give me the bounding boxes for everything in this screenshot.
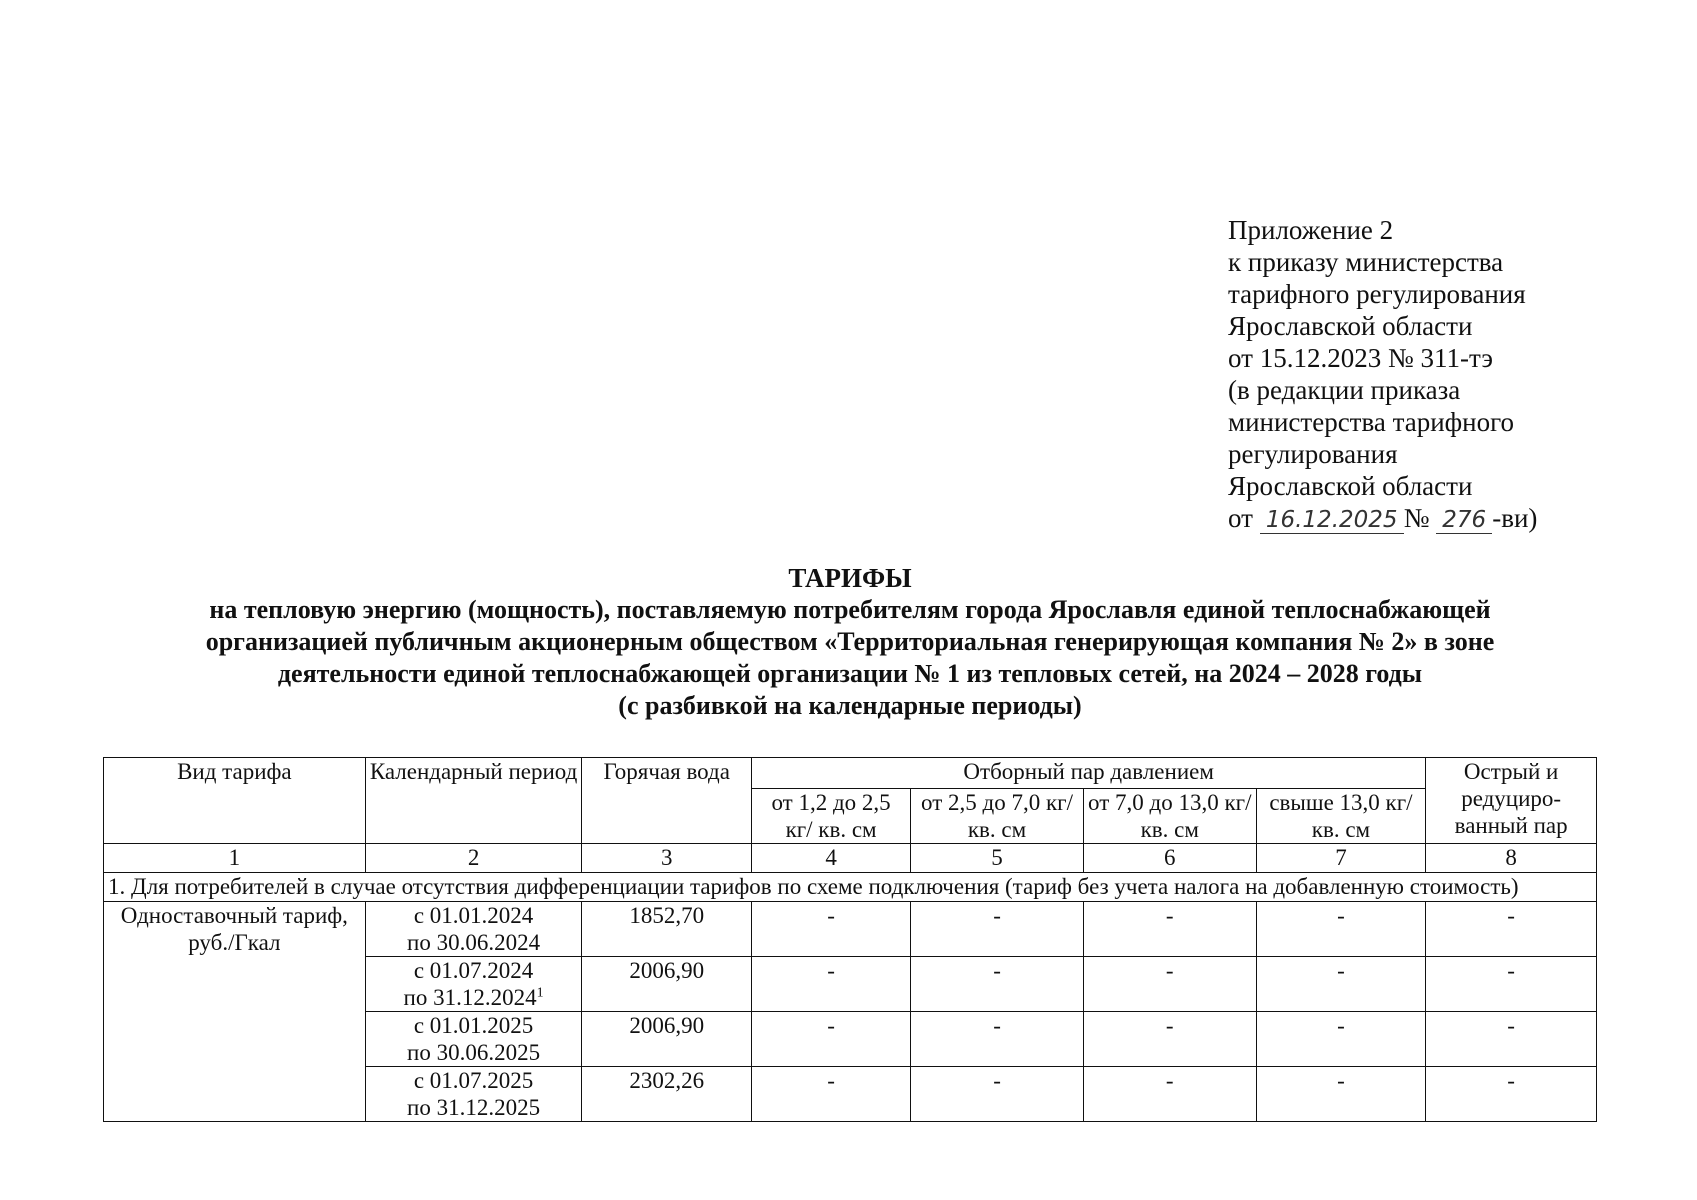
title-line: (с разбивкой на календарные периоды) [618,691,1082,720]
period-cell [365,1067,582,1122]
value-cell: - [1426,1067,1597,1122]
period-cell [365,1012,582,1067]
header-hot-water: Горячая вода [582,758,752,844]
column-number: 8 [1426,844,1597,873]
appendix-line: регулирования [1228,439,1398,469]
section-title: 1. Для потребителей в случае отсутствия дифференциации тарифов по схеме подключения (тариф без учета налога на добавленную стоимость) [104,873,1597,902]
value-cell: - [1426,902,1597,957]
hot-water-value: 2006,90 [582,957,752,1012]
value-cell: - [752,902,911,957]
period-from: с 01.07.2024 [413,958,534,983]
value-cell: - [1426,957,1597,1012]
column-number-row [104,844,1597,873]
appendix-line: к приказу министерства [1228,247,1504,277]
header-steam-3: от 7,0 до 13,0 кг/ кв. см [1083,789,1256,844]
tariff-name-cell: Одноставочный тариф, руб./Гкал [104,902,366,1122]
title-line: деятельности единой теплоснабжающей организации № 1 из тепловых сетей, на 2024 – 2028 годы [277,659,1423,688]
value-cell: - [1256,1012,1426,1067]
period-from: с 01.01.2024 [413,903,534,928]
period-cell [365,902,582,957]
header-steam-2: от 2,5 до 7,0 кг/ кв. см [911,789,1084,844]
period-to: по 31.12.2025 [407,1095,541,1120]
value-cell: - [1256,957,1426,1012]
period-from: с 01.01.2025 [413,1013,534,1038]
period-to: по 30.06.2024 [407,930,541,955]
column-number: 4 [752,844,911,873]
table-row [104,902,1597,957]
value-cell: - [1083,1067,1256,1122]
value-cell: - [1083,902,1256,957]
value-cell: - [911,902,1084,957]
appendix-line: (в редакции приказа [1228,375,1461,405]
period-cell [365,957,582,1012]
appendix-line: Ярославской области [1228,471,1473,501]
column-number: 5 [911,844,1084,873]
title-line: на тепловую энергию (мощность), поставляемую потребителям города Ярославля единой теплоснабжающей [209,595,1491,624]
value-cell: - [911,1067,1084,1122]
column-number: 7 [1256,844,1426,873]
value-cell: - [911,957,1084,1012]
appendix-line: тарифного регулирования [1228,279,1526,309]
header-period: Календарный период [365,758,582,844]
header-row [104,758,1597,789]
value-cell: - [752,1012,911,1067]
header-tariff-type: Вид тарифа [104,758,366,844]
value-cell: - [1256,1067,1426,1122]
header-steam-4: свыше 13,0 кг/ кв. см [1256,789,1426,844]
handwritten-date: 16.12.2025 [1260,507,1404,534]
handwritten-number: 276 [1436,507,1492,534]
value-cell: - [1256,902,1426,957]
tariffs-table [103,757,1597,1122]
appendix-line: министерства тарифного [1228,407,1515,437]
header-steam-group: Отборный пар давлением [752,758,1426,789]
title-line: организацией публичным акционерным обществом «Территориальная генерирующая компания № 2» в зоне [205,627,1495,656]
appendix-block [1228,214,1537,534]
period-to: по 30.06.2025 [407,1040,541,1065]
column-number: 6 [1083,844,1256,873]
appendix-line: от 15.12.2023 № 311-тэ [1228,343,1494,373]
column-number: 3 [582,844,752,873]
column-number: 1 [104,844,366,873]
header-sharp-steam: Острый и редуциро-ванный пар [1426,758,1597,844]
order-prefix: от [1228,503,1253,533]
value-cell: - [1426,1012,1597,1067]
value-cell: - [1083,1012,1256,1067]
column-number: 2 [365,844,582,873]
title-block [120,562,1580,722]
section-row [104,873,1597,902]
value-cell: - [911,1012,1084,1067]
footnote-mark: 1 [536,985,544,1001]
period-from: с 01.07.2025 [413,1068,534,1093]
hot-water-value: 1852,70 [582,902,752,957]
header-steam-1: от 1,2 до 2,5 кг/ кв. см [752,789,911,844]
value-cell: - [752,1067,911,1122]
hot-water-value: 2006,90 [582,1012,752,1067]
period-to: по 31.12.2024$^1$ [403,985,544,1010]
appendix-line: Приложение 2 [1228,215,1394,245]
document-title: ТАРИФЫ [788,563,912,593]
appendix-order-line [1228,502,1537,534]
hot-water-value: 2302,26 [582,1067,752,1122]
value-cell: - [752,957,911,1012]
appendix-line: Ярославской области [1228,311,1473,341]
number-sign: № [1403,503,1430,533]
value-cell: - [1083,957,1256,1012]
order-suffix: -ви) [1492,503,1538,533]
